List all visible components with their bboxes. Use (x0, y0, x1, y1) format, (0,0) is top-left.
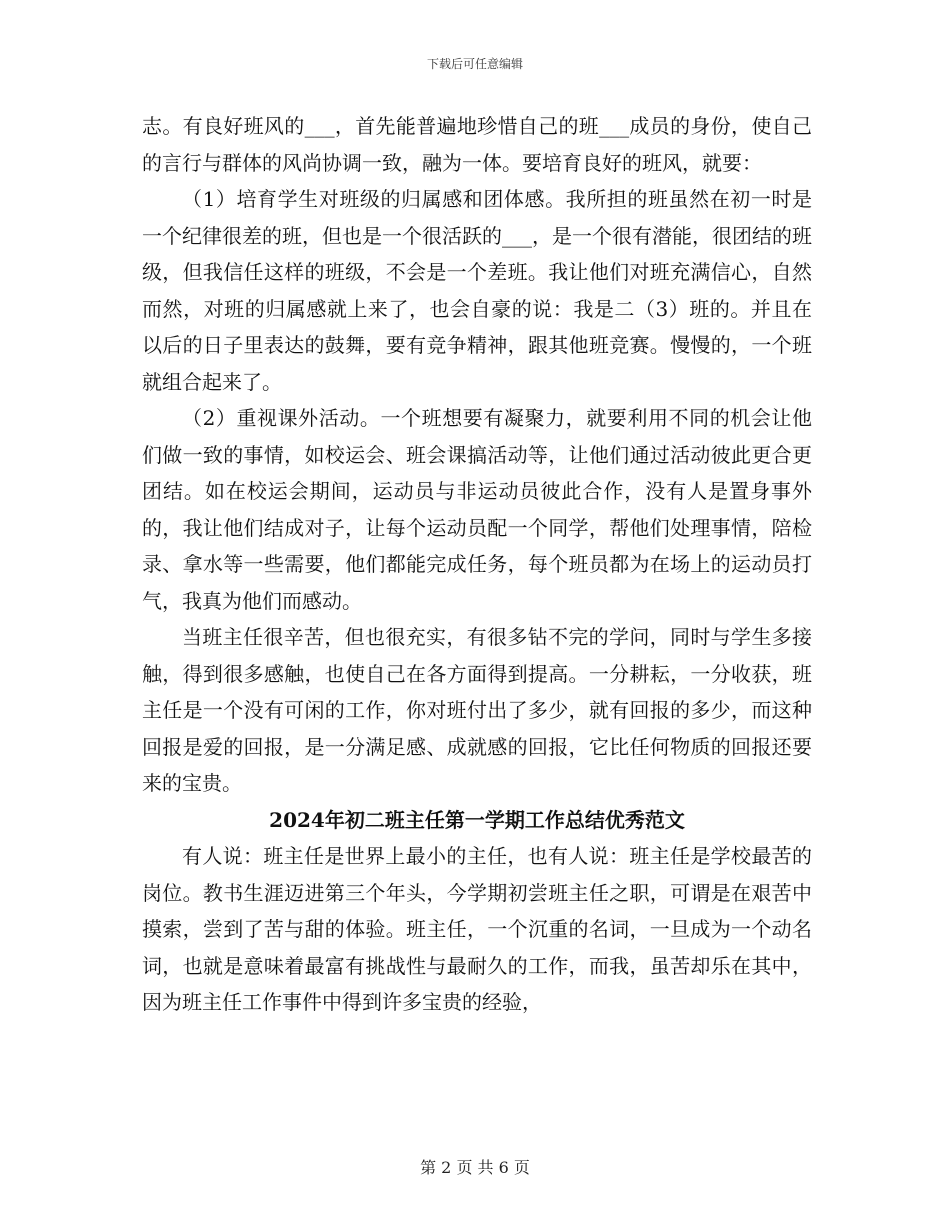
paragraph-4: 当班主任很辛苦，但也很充实，有很多钻不完的学问，同时与学生多接触，得到很多感触，也使自己在各方面得到提高。一分耕耘，一分收获，班主任是一个没有可闲的工作，你对班付出了多少，就有回报的多少，而这种回报是爱的回报，是一分满足感、成就感的回报，它比任何物质的回报还要来的宝贵。 (142, 625, 812, 795)
page-header: 下载后可任意编辑 (426, 57, 523, 71)
page-footer: 第 2 页 共 6 页 (420, 1158, 530, 1177)
paragraph-2: （1）培育学生对班级的归属感和团体感。我所担的班虽然在初一时是一个纪律很差的班，但也是一个很活跃的___，是一个很有潜能，很团结的班级，但我信任这样的班级，不会是一个差班。我让他们对班充满信心，自然而然，对班的归属感就上来了，也会自豪的说：我是二（3）班的。并且在以后的日子里表达的鼓舞，要有竞争精神，跟其他班竞赛。慢慢的，一个班就组合起来了。 (142, 187, 812, 394)
section-title: 2024年初二班主任第一学期工作总结优秀范文 (269, 807, 685, 832)
paragraph-5: 有人说：班主任是世界上最小的主任，也有人说：班主任是学校最苦的岗位。教书生涯迈进第三个年头，今学期初尝班主任之职，可谓是在艰苦中摸索，尝到了苦与甜的体验。班主任，一个沉重的名词，一旦成为一个动名词，也就是意味着最富有挑战性与最耐久的工作，而我，虽苦却乐在其中，因为班主任工作事件中得到许多宝贵的经验， (142, 844, 812, 1014)
paragraph-1: 志。有良好班风的___，首先能普遍地珍惜自己的班___成员的身份，使自己的言行与群体的风尚协调一致，融为一体。要培育良好的班风，就要： (142, 114, 812, 175)
paragraph-3: （2）重视课外活动。一个班想要有凝聚力，就要利用不同的机会让他们做一致的事情，如校运会、班会课搞活动等，让他们通过活动彼此更合更团结。如在校运会期间，运动员与非运动员彼此合作，没有人是置身事外的，我让他们结成对子，让每个运动员配一个同学，帮他们处理事情，陪检录、拿水等一些需要，他们都能完成任务，每个班员都为在场上的运动员打气，我真为他们而感动。 (142, 406, 812, 613)
document-body (142, 108, 812, 1021)
